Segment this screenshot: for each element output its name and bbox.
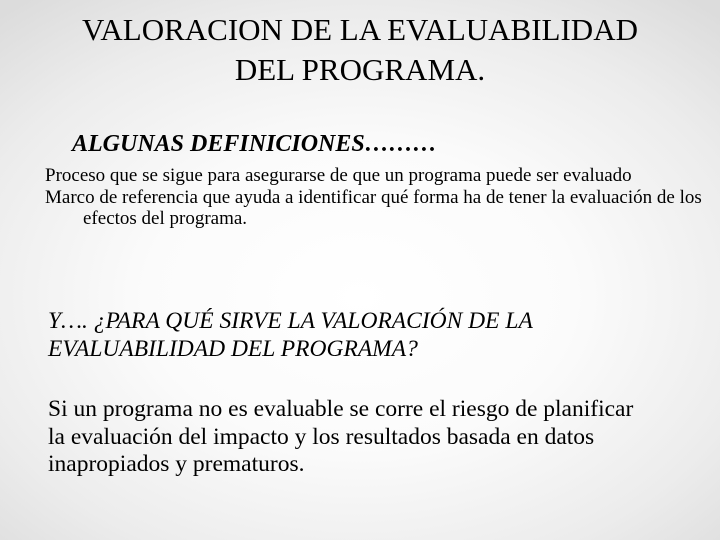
definition-item: Marco de referencia que ayuda a identificar qué forma ha de tener la evaluación de los efectos del programa. [45, 186, 702, 229]
answer-paragraph: Si un programa no es evaluable se corre el riesgo de planificar la evaluación del impacto y los resultados basada en datos inapropiados y prematuros. [48, 396, 634, 477]
definitions-list [45, 165, 705, 230]
slide-title-line-1: VALORACION DE LA EVALUABILIDAD [82, 12, 638, 47]
definition-item: Proceso que se sigue para asegurarse de que un programa puede ser evaluado [45, 165, 632, 186]
definitions-heading: ALGUNAS DEFINICIONES……… [72, 131, 437, 157]
slide-title [20, 10, 700, 90]
slide-title-line-2: DEL PROGRAMA. [234, 52, 486, 87]
question-heading: Y…. ¿PARA QUÉ SIRVE LA VALORACIÓN DE LA EVALUABILIDAD DEL PROGRAMA? [48, 308, 533, 362]
